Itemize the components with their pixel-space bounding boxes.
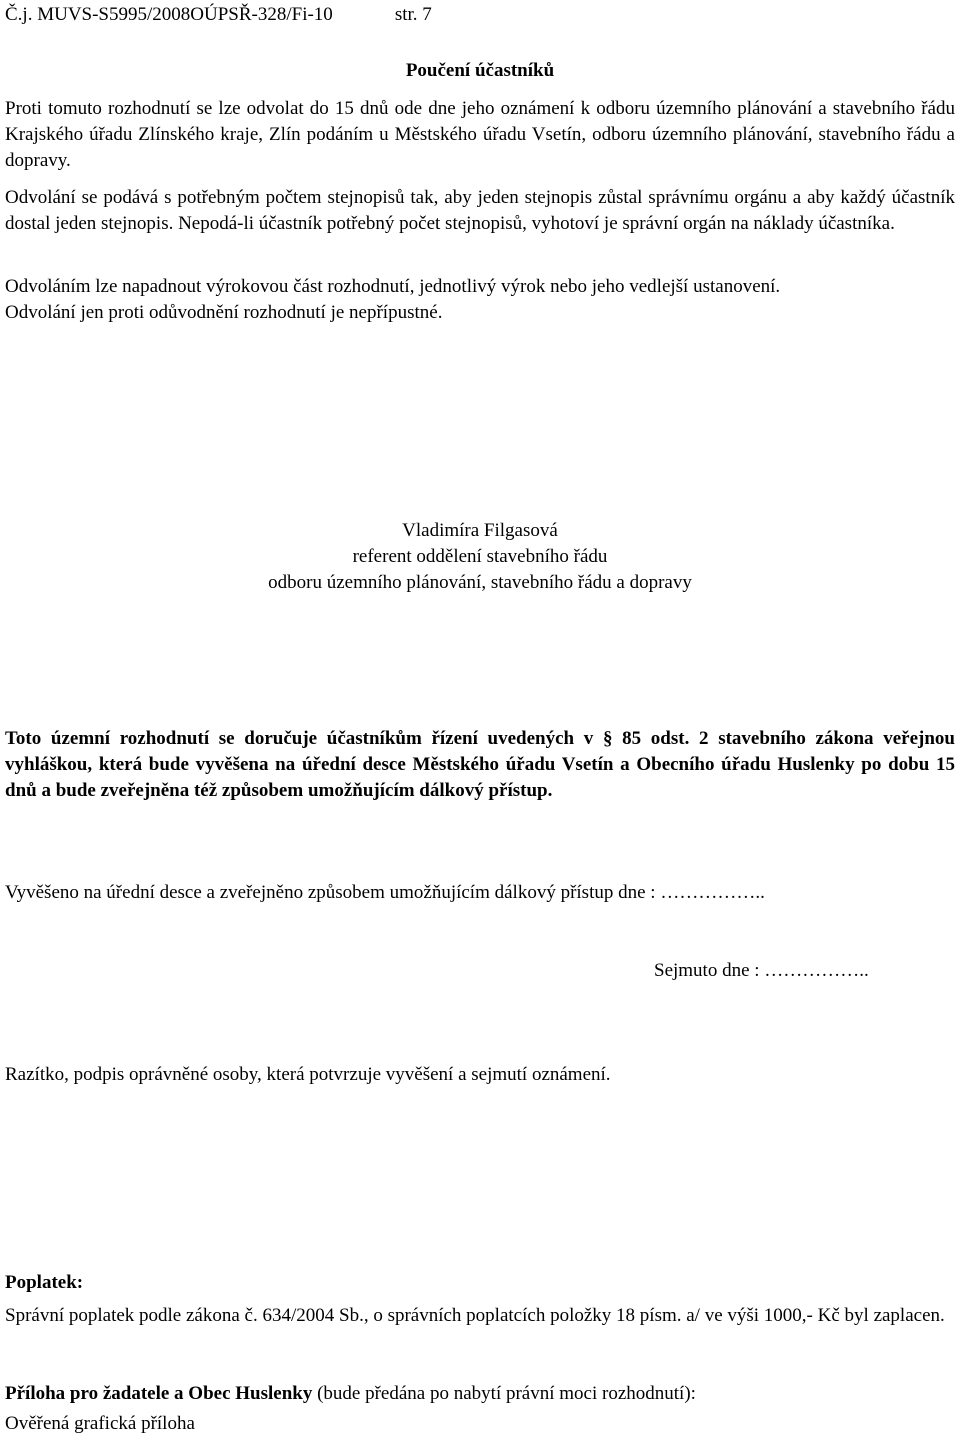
attachment-line bbox=[5, 1381, 955, 1407]
signature-block bbox=[5, 518, 955, 596]
reference-number: Č.j. MUVS-S5995/2008OÚPSŘ-328/Fi-10 bbox=[5, 4, 333, 25]
removed-line: Sejmuto dne : …………….. bbox=[654, 960, 869, 981]
appeal-paragraph: Proti tomuto rozhodnutí se lze odvolat do 15 dnů ode dne jeho oznámení k odboru územního plánování a stavebního řádu Krajského úřadu Zlínského kraje, Zlín podáním u Městského úřadu Vsetín, odboru územního plánování, stavebního řádu a dopravy. bbox=[5, 98, 955, 171]
scope-paragraph bbox=[5, 274, 955, 326]
signatory-department: odboru územního plánování, stavebního řádu a dopravy bbox=[268, 572, 692, 593]
attachment-item: Ověřená grafická příloha bbox=[5, 1413, 195, 1434]
fee-text: Správní poplatek podle zákona č. 634/2004 Sb., o správních poplatcích položky 18 písm. a/ ve výši 1000,- Kč byl zaplacen. bbox=[5, 1305, 945, 1326]
copies-paragraph: Odvolání se podává s potřebným počtem stejnopisů tak, aby jeden stejnopis zůstal správnímu orgánu a aby každý účastník dostal jeden stejnopis. Nepodá-li účastník potřebný počet stejnopisů, vyhotoví je správní orgán na náklady účastníka. bbox=[5, 187, 955, 234]
fee-heading: Poplatek: bbox=[5, 1272, 84, 1293]
posted-line: Vyvěšeno na úřední desce a zveřejněno způsobem umožňujícím dálkový přístup dne : …………….. bbox=[5, 882, 765, 903]
delivery-notice: Toto územní rozhodnutí se doručuje účastníkům řízení uvedených v § 85 odst. 2 stavebního zákona veřejnou vyhláškou, která bude vyvěšena na úřední desce Městského úřadu Vsetín a Obecního úřadu Huslenky po dobu 15 dnů a bude zveřejněna též způsobem umožňujícím dálkový přístup. bbox=[5, 728, 955, 801]
signatory-position: referent oddělení stavebního řádu bbox=[352, 546, 608, 567]
stamp-signature-line: Razítko, podpis oprávněné osoby, která potvrzuje vyvěšení a sejmutí oznámení. bbox=[5, 1064, 611, 1085]
inadmissible-sentence: Odvolání jen proti odůvodnění rozhodnutí je nepřípustné. bbox=[5, 302, 443, 323]
page-number: str. 7 bbox=[394, 4, 432, 25]
attachment-heading: Příloha pro žadatele a Obec Huslenky bbox=[5, 1383, 313, 1404]
scope-sentence: Odvoláním lze napadnout výrokovou část rozhodnutí, jednotlivý výrok nebo jeho vedlejší ustanovení. bbox=[5, 276, 781, 297]
attachment-note: (bude předána po nabytí právní moci rozhodnutí): bbox=[312, 1383, 696, 1404]
instruction-title: Poučení účastníků bbox=[405, 60, 555, 81]
signatory-name: Vladimíra Filgasová bbox=[402, 520, 558, 541]
document-header bbox=[5, 2, 955, 28]
